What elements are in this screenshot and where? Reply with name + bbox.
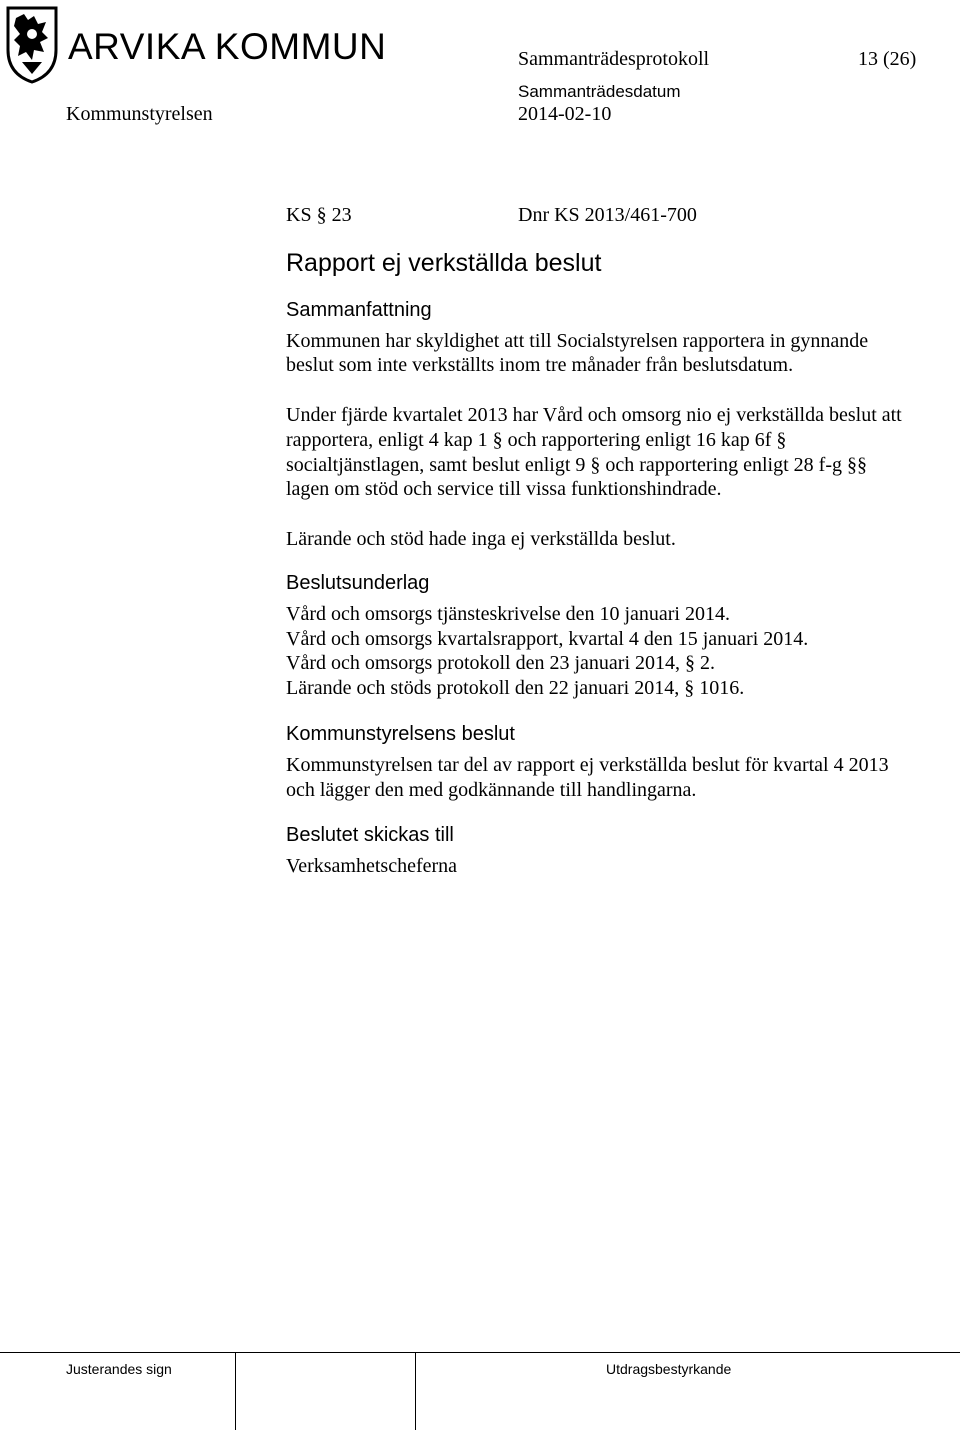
case-number: KS § 23 [286,204,352,226]
document-type: Sammanträdesprotokoll [518,48,710,70]
meeting-date-label: Sammanträdesdatum [518,82,681,101]
summary-p2-line: socialtjänstlagen, samt beslut enligt 9 § och rapportering enligt 28 f-g §§ [286,454,867,476]
basis-item: Vård och omsorgs tjänsteskrivelse den 10 januari 2014. [286,603,730,625]
logo-wordmark: ARVIKA KOMMUN [68,26,387,67]
decision-line: Kommunstyrelsen tar del av rapport ej verkställda beslut för kvartal 4 2013 [286,754,889,776]
basis-item: Vård och omsorgs kvartalsrapport, kvartal 4 den 15 januari 2014. [286,628,809,650]
summary-p1-line: beslut som inte verkställts inom tre månader från beslutsdatum. [286,354,794,376]
organ-name: Kommunstyrelsen [66,103,213,125]
summary-p2-line: lagen om stöd och service till vissa funktionshindrade. [286,478,722,500]
certify-label: Utdragsbestyrkande [606,1361,732,1377]
page-number: 13 (26) [858,48,917,70]
basis-item: Vård och omsorgs protokoll den 23 januari 2014, § 2. [286,652,716,674]
summary-p3: Lärande och stöd hade inga ej verkställda beslut. [286,528,676,550]
footer-divider [0,1352,960,1353]
signature-box-divider [235,1352,236,1430]
summary-p1-line: Kommunen har skyldighet att till Socialstyrelsen rapportera in gynnande [286,330,869,352]
sent-to-heading: Beslutet skickas till [286,824,454,846]
decision-line: och lägger den med godkännande till handlingarna. [286,779,697,801]
summary-heading: Sammanfattning [286,299,432,321]
basis-heading: Beslutsunderlag [286,572,430,594]
meeting-date: 2014-02-10 [518,103,612,125]
signature-box-divider [415,1352,416,1430]
summary-p2-line: Under fjärde kvartalet 2013 har Vård och omsorg nio ej verkställda beslut att [286,404,902,426]
decision-heading: Kommunstyrelsens beslut [286,723,515,745]
coat-of-arms-logo [4,4,60,84]
case-title: Rapport ej verkställda beslut [286,249,602,277]
summary-p2-line: rapportera, enligt 4 kap 1 § och rapportering enligt 16 kap 6f § [286,429,787,451]
case-dnr: Dnr KS 2013/461-700 [518,204,697,226]
sent-to-recipient: Verksamhetscheferna [286,855,458,877]
sign-label: Justerandes sign [66,1361,172,1377]
basis-item: Lärande och stöds protokoll den 22 januari 2014, § 1016. [286,677,745,699]
